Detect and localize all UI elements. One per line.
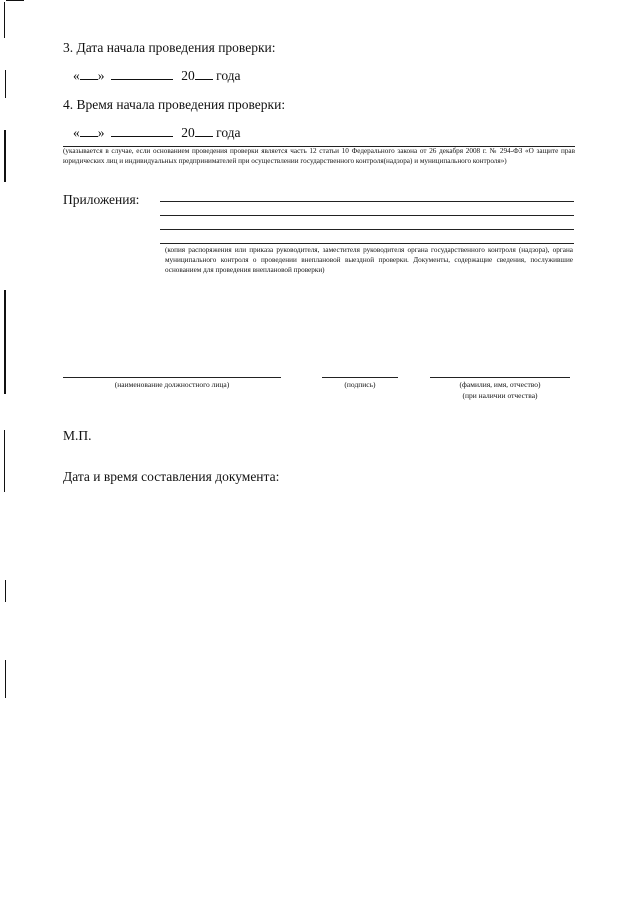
attachments-caption: (копия распоряжения или приказа руководителя, заместителя руководителя органа государственного контроля (надзора), органа муниципального контроля о проведении внеплановой выездной проверки. Документы, содержащие сведения, послужившие основанием для проведения внеплановой проверки) (165, 246, 573, 274)
close-quote: » (97, 125, 105, 140)
attachment-line-2 (160, 215, 574, 216)
section-4-date-line (73, 125, 241, 141)
scan-edge-mark (5, 660, 6, 698)
legal-note: (указывается в случае, если основанием проведения проверки является часть 12 статьи 10 Федерального закона от 26 декабря 2008 г. № 294-ФЗ «О защите прав юридических лиц и индивидуальных предпринимателей при осуществлении государственного контроля(надзора) и муниципального контроля») (63, 147, 575, 165)
open-quote: « (73, 125, 80, 140)
signature-line (322, 377, 398, 378)
year-blank (195, 125, 213, 137)
document-datetime-label: Дата и время составления документа: (63, 469, 280, 484)
open-quote: « (73, 68, 80, 83)
month-blank (111, 68, 173, 80)
position-line (63, 377, 281, 378)
attachment-line-4 (160, 243, 574, 244)
scan-edge-mark (4, 290, 6, 394)
attachment-line-3 (160, 229, 574, 230)
signature-caption: (подпись) (344, 380, 376, 389)
close-quote: » (97, 68, 105, 83)
year-prefix: 20 (181, 68, 195, 83)
scan-edge-mark (6, 0, 24, 1)
day-blank (80, 125, 98, 137)
month-blank (111, 125, 173, 137)
full-name-line (430, 377, 570, 378)
section-3-date-line (73, 68, 241, 84)
scan-edge-mark (5, 580, 6, 602)
scan-edge-mark (4, 130, 6, 182)
attachment-line-1 (160, 201, 574, 202)
scan-edge-mark (4, 430, 5, 492)
year-prefix: 20 (181, 125, 195, 140)
full-name-caption: (фамилия, имя, отчество) (459, 380, 541, 389)
year-suffix: года (216, 125, 241, 140)
section-4-title: 4. Время начала проведения проверки: (63, 97, 286, 112)
scan-edge-mark (4, 2, 5, 38)
year-blank (195, 68, 213, 80)
position-caption: (наименование должностного лица) (114, 380, 230, 389)
day-blank (80, 68, 98, 80)
stamp-label: М.П. (63, 428, 92, 443)
scan-edge-mark (5, 70, 6, 98)
year-suffix: года (216, 68, 241, 83)
section-3-title: 3. Дата начала проведения проверки: (63, 40, 276, 55)
full-name-caption-2: (при наличии отчества) (462, 391, 538, 400)
attachments-label: Приложения: (63, 192, 140, 207)
